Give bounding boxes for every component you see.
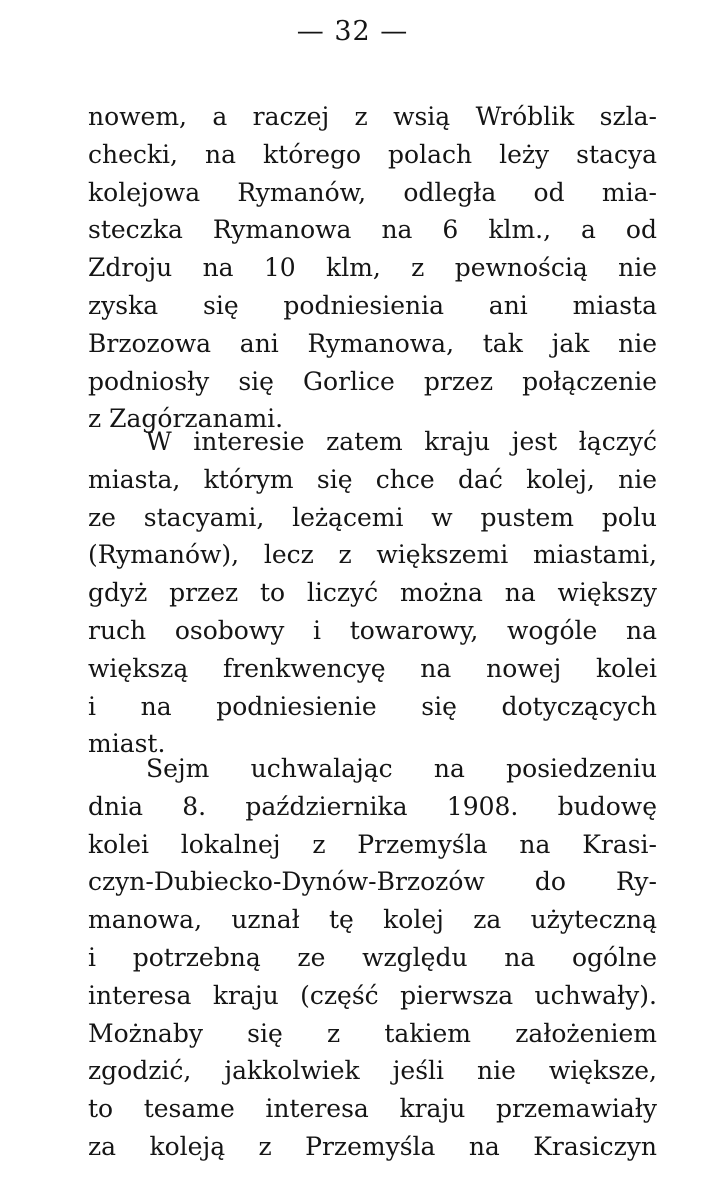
paragraph-2	[88, 423, 657, 763]
text-line: miasta, którym się chce dać kolej, nie	[88, 464, 657, 494]
text-line: z Zagórzanami.	[88, 404, 284, 434]
text-line: czyn-Dubiecko-Dynów-Brzozów do Ry-	[88, 867, 657, 897]
text-line: W interesie zatem kraju jest łączyć	[146, 427, 657, 456]
text-line: ruch osobowy i towarowy, wogóle na	[88, 615, 657, 645]
text-line: Sejm uchwalając na posiedzeniu	[146, 754, 657, 783]
text-line: gdyż przez to liczyć można na większy	[88, 578, 657, 608]
text-line: manowa, uznał tę kolej za użyteczną	[88, 905, 657, 935]
text-line: zyska się podniesienia ani miasta	[88, 290, 657, 320]
text-line: dnia 8. października 1908. budowę	[88, 791, 657, 821]
text-line: za koleją z Przemyśla na Krasiczyn	[88, 1131, 657, 1161]
text-line: to tesame interesa kraju przemawiały	[88, 1094, 657, 1124]
text-line: i potrzebną ze względu na ogólne	[88, 942, 657, 972]
text-line: podniosły się Gorlice przez połączenie	[88, 366, 657, 396]
text-line: zgodzić, jakkolwiek jeśli nie większe,	[88, 1056, 657, 1086]
text-line: i na podniesienie się dotyczących	[88, 691, 657, 721]
text-line: kolei lokalnej z Przemyśla na Krasi-	[88, 829, 657, 859]
text-line: Możnaby się z takiem założeniem	[88, 1018, 657, 1048]
text-line: większą frenkwencyę na nowej kolei	[88, 653, 657, 683]
text-line: nowem, a raczej z wsią Wróblik szla-	[88, 102, 657, 131]
text-line: ze stacyami, leżącemi w pustem polu	[88, 502, 657, 532]
text-line: checki, na którego polach leży stacya	[88, 139, 657, 169]
paragraph-3	[88, 750, 657, 1166]
text-line: Zdroju na 10 klm, z pewnością nie	[88, 253, 657, 283]
paragraph-1	[88, 98, 657, 438]
text-line: interesa kraju (część pierwsza uchwały).	[88, 980, 657, 1010]
text-line: Brzozowa ani Rymanowa, tak jak nie	[88, 328, 657, 358]
text-line: miast.	[88, 729, 166, 759]
text-line: kolejowa Rymanów, odległa od mia-	[88, 177, 657, 207]
text-line: steczka Rymanowa na 6 klm., a od	[88, 215, 657, 245]
page-number: — 32 —	[296, 16, 409, 47]
text-line: (Rymanów), lecz z większemi miastami,	[88, 540, 657, 570]
